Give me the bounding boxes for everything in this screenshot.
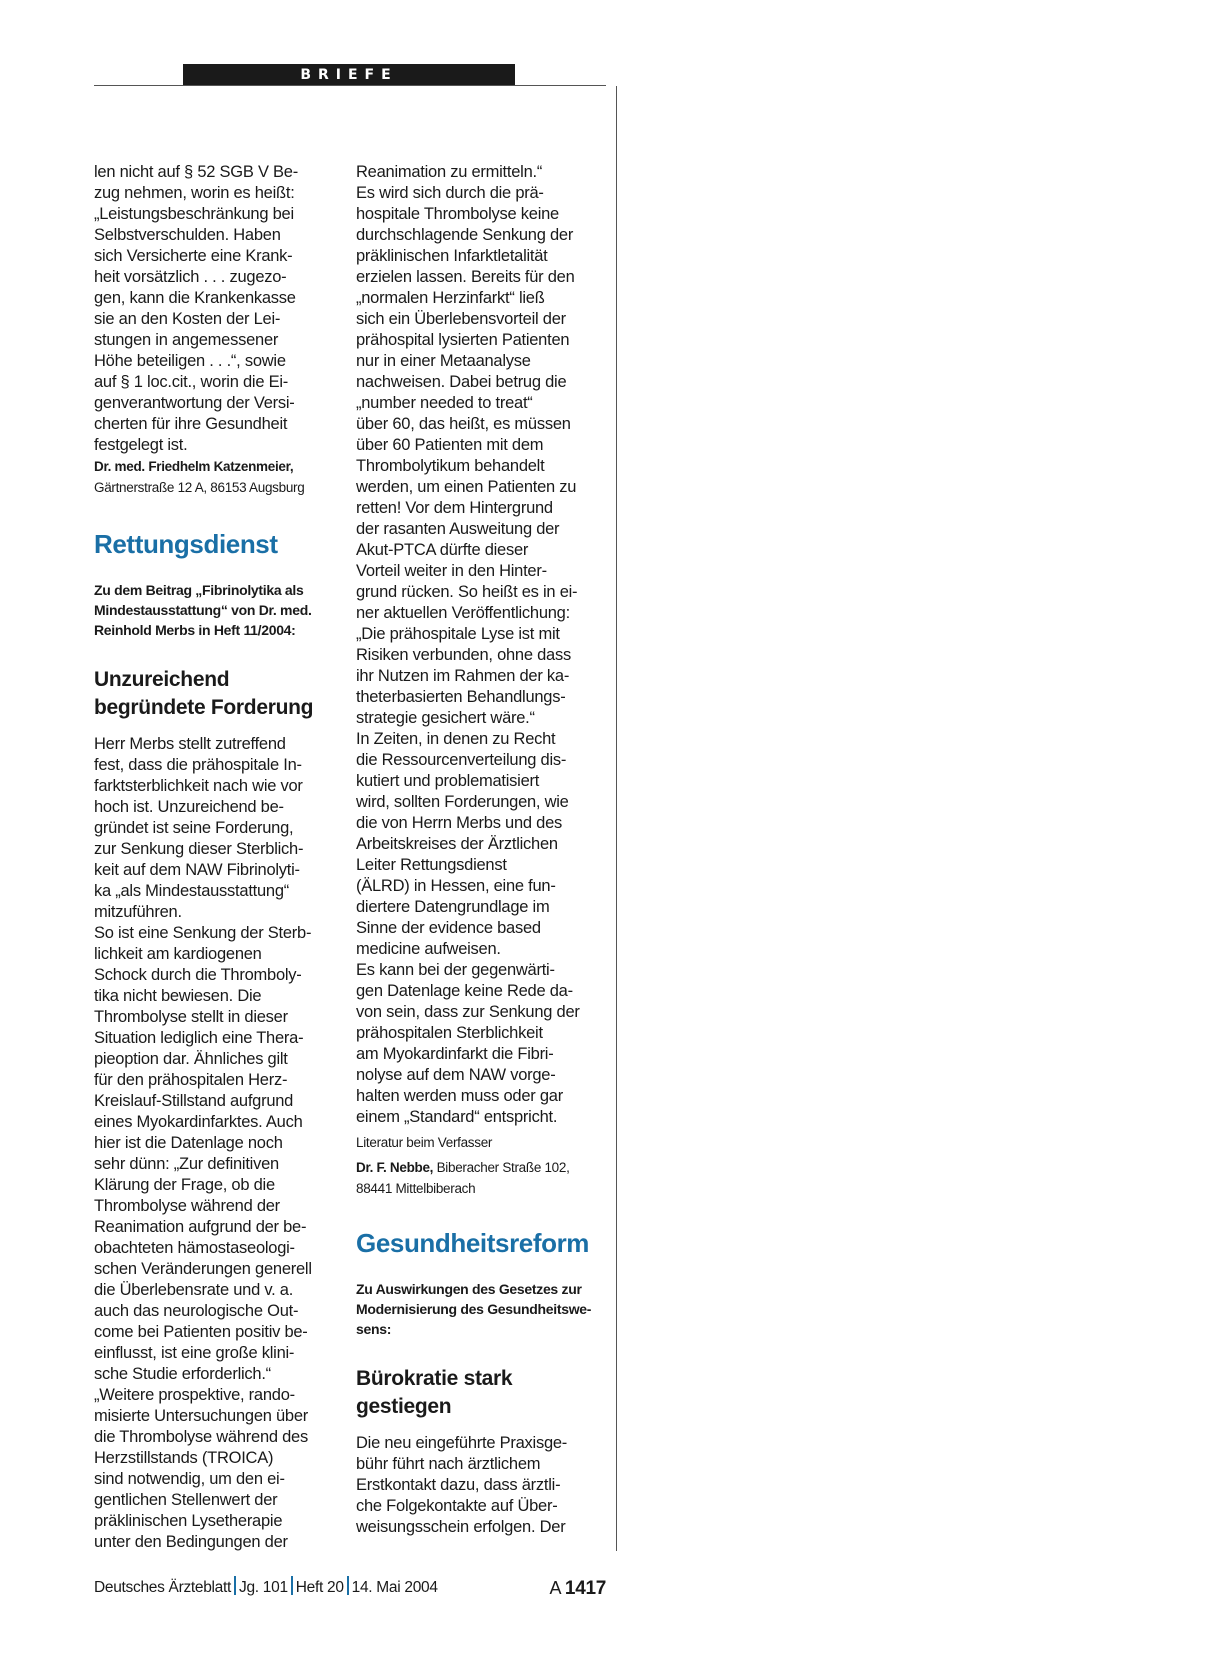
signature-block bbox=[356, 1157, 608, 1178]
signature-name: Dr. F. Nebbe, bbox=[356, 1160, 434, 1175]
signature-name: Dr. med. Friedhelm Katzenmeier, bbox=[94, 459, 294, 474]
page-prefix: A bbox=[549, 1578, 561, 1598]
article-paragraph: In Zeiten, in denen zu Recht die Ressourcenverteilung dis- kutiert und problematisiert wird, sollten Forderungen, wie die von Herrn Merbs und des Arbeitskreises der Ärztlichen Leiter Rettungsdienst (ÄLRD) in Hessen, eine fun- diertere Datengrundlage im Sinne der evidence based medicine aufweisen. bbox=[356, 730, 569, 958]
section-intro: Zu Auswirkungen des Gesetzes zur Modernisierung des Gesundheitswe- sens: bbox=[356, 1281, 592, 1337]
article-title: Unzureichend begründete Forderung bbox=[94, 668, 314, 719]
article-paragraph: Es wird sich durch die prä- hospitale Thrombolyse keine durchschlagende Senkung der präklinischen Infarktletalität erzielen lassen. Bereits für den „normalen Herzinfarkt“ ließ sich ein Überlebensvorteil der prähospital lysierten Patienten nur in einer Metaanalyse nachweisen. Dabei betrug die „number needed to treat“ über 60, das heißt, es müssen über 60 Patienten mit dem Thrombolytikum behandelt werden, um einen Patienten zu retten! Vor dem Hintergrund der rasanten Ausweitung der Akut-PTCA dürfte dieser Vorteil weiter in den Hinter- grund rücken. So heißt es in ei- ner aktuellen Veröffentlichung: „Die prähospitale Lyse ist mit Risiken verbunden, ohne dass ihr Nutzen im Rahmen der ka- theterbasierten Behandlungs- strategie gesichert wäre.“ bbox=[356, 184, 578, 727]
section-title-rettungsdienst: Rettungsdienst bbox=[94, 529, 278, 559]
footer-separator bbox=[291, 1576, 293, 1595]
article-paragraph: Reanimation zu ermitteln.“ bbox=[356, 163, 543, 181]
column-rule bbox=[616, 86, 617, 1551]
article-paragraph: So ist eine Senkung der Sterb- lichkeit am kardiogenen Schock durch die Thromboly- tika nicht bewiesen. Die Thrombolyse stellt in dieser Situation lediglich eine Thera- pieoption dar. Ähnliches gilt für den prähospitalen Herz- Kreislauf-Stillstand aufgrund eines Myokardinfarktes. Auch hier ist die Datenlage noch sehr dünn: „Zur definitiven Klärung der Frage, ob die Thrombolyse während der Reanimation aufgrund der be- obachteten hämostaseologi- schen Veränderungen generell die Überlebensrate und v. a. auch das neurologische Out- come bei Patienten positiv be- einflusst, ist eine große klini- sche Studie erforderlich.“ bbox=[94, 924, 312, 1383]
signature-address: Gärtnerstraße 12 A, 86153 Augsburg bbox=[94, 480, 305, 495]
page-number bbox=[550, 1576, 607, 1601]
signature-address: Biberacher Straße 102, bbox=[436, 1160, 570, 1175]
article-paragraph: Die neu eingeführte Praxisge- bühr führt nach ärztlichem Erstkontakt dazu, dass ärztli- che Folgekontakte auf Über- weisungsschein erfolgen. Der bbox=[356, 1434, 568, 1536]
letter-continued-text: len nicht auf § 52 SGB V Be- zug nehmen, worin es heißt: „Leistungsbeschränkung bei Selbstverschulden. Haben sich Versicherte eine Krank- heit vorsätzlich . . . zugezo- gen, kann die Krankenkasse sie an den Kosten der Lei- stungen in angemessener Höhe beteiligen . . .“, sowie auf § 1 loc.cit., worin die Ei- genverantwortung der Versi- cherten für ihre Gesundheit festgelegt ist. bbox=[94, 163, 298, 454]
column-left bbox=[94, 162, 344, 1553]
journal-name: Deutsches Ärzteblatt bbox=[94, 1579, 232, 1596]
footer-separator bbox=[234, 1576, 236, 1595]
article-title: Bürokratie stark gestiegen bbox=[356, 1367, 513, 1418]
section-header: BRIEFE bbox=[183, 64, 515, 86]
journal-volume: Jg. 101 bbox=[239, 1579, 288, 1596]
page-footer bbox=[94, 1576, 606, 1600]
footer-separator bbox=[347, 1576, 349, 1595]
journal-date: 14. Mai 2004 bbox=[351, 1579, 438, 1596]
page-number-value: 1417 bbox=[564, 1578, 606, 1599]
journal-issue: Heft 20 bbox=[295, 1579, 344, 1596]
column-right bbox=[356, 162, 608, 1538]
signature-city: 88441 Mittelbiberach bbox=[356, 1181, 476, 1196]
header-rule bbox=[94, 85, 606, 86]
article-paragraph: Herr Merbs stellt zutreffend fest, dass die prähospitale In- farktsterblichkeit nach wie vor hoch ist. Unzureichend be- gründet ist seine Forderung, zur Senkung dieser Sterblich- keit auf dem NAW Fibrinolyti- ka „als Mindestausstattung“ mitzuführen. bbox=[94, 735, 304, 921]
literature-note: Literatur beim Verfasser bbox=[356, 1135, 493, 1150]
section-intro: Zu dem Beitrag „Fibrinolytika als Mindestausstattung“ von Dr. med. Reinhold Merbs in Heft 11/2004: bbox=[94, 582, 312, 638]
article-paragraph: Es kann bei der gegenwärti- gen Datenlage keine Rede da- von sein, dass zur Senkung der prähospitalen Sterblichkeit am Myokardinfarkt die Fibri- nolyse auf dem NAW vorge- halten werden muss oder gar einem „Standard“ entspricht. bbox=[356, 961, 580, 1126]
article-paragraph: „Weitere prospektive, rando- misierte Untersuchungen über die Thrombolyse während des Herzstillstands (TROICA) sind notwendig, um den ei- gentlichen Stellenwert der präklinischen Lysetherapie unter den Bedingungen der bbox=[94, 1386, 309, 1551]
section-title-gesundheitsreform: Gesundheitsreform bbox=[356, 1228, 590, 1258]
